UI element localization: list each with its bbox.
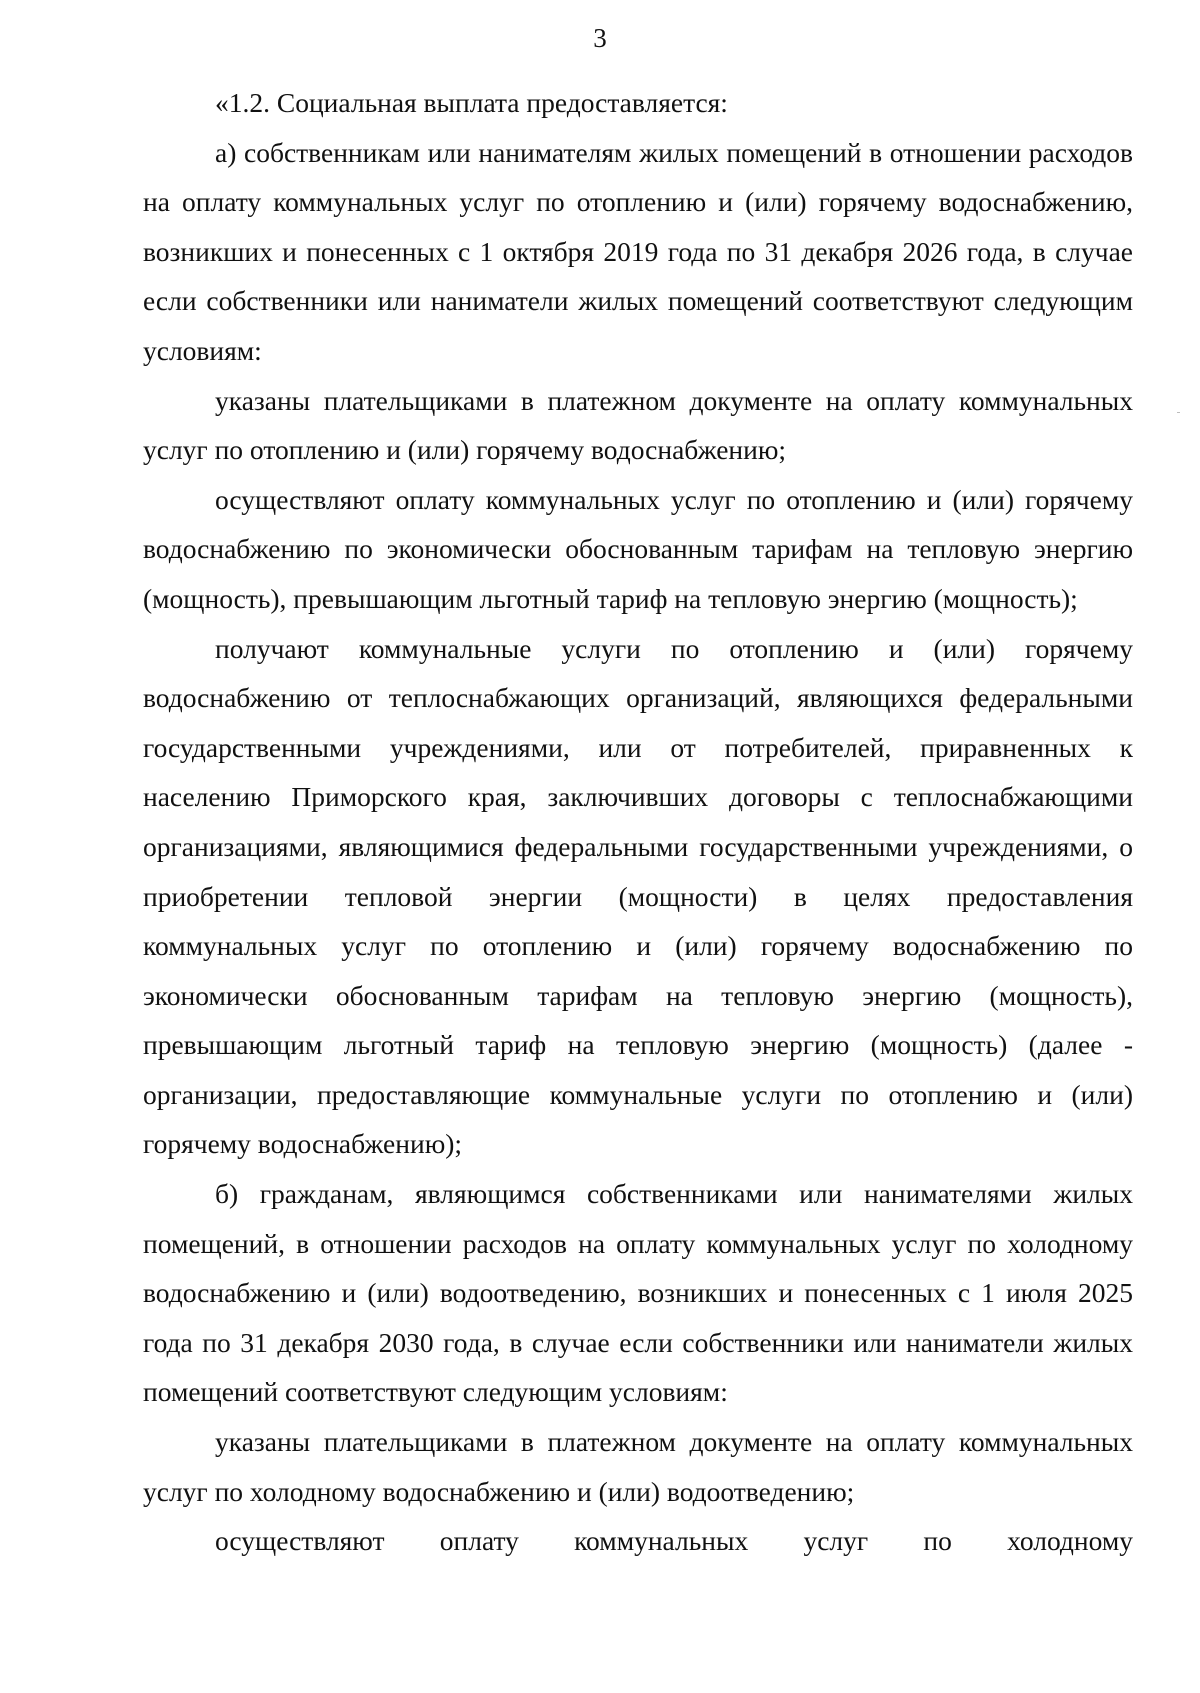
paragraph-condition-payers-heating: указаны плательщиками в платежном документе на оплату коммунальных услуг по отоплению и (или) горячему водоснабжению; [143, 384, 1133, 466]
page-number: 3 [593, 23, 607, 53]
paragraph-condition-federal-organizations: получают коммунальные услуги по отоплению и (или) горячему водоснабжению от теплоснабжающих организаций, являющихся федеральными государственными учреждениями, или от потребителей, приравненных к населению Приморского края, заключивших договоры с теплоснабжающими организациями, являющимися федеральными государственными учреждениями, о приобретении тепловой энергии (мощности) в целях предоставления коммунальных услуг по отоплению и (или) горячему водоснабжению по экономически обоснованным тарифам на тепловую энергию (мощность), превышающим льготный тариф на тепловую энергию (мощность) (далее - организации, предоставляющие коммунальные услуги по отоплению и (или) горячему водоснабжению); [143, 632, 1133, 1160]
paragraph-condition-payers-water: указаны плательщиками в платежном документе на оплату коммунальных услуг по холодному водоснабжению и (или) водоотведению; [143, 1426, 1133, 1507]
paragraph-condition-tariff-heating: осуществляют оплату коммунальных услуг по отоплению и (или) горячему водоснабжению по экономически обоснованным тарифам на тепловую энергию (мощность), превышающим льготный тариф на тепловую энергию (мощность); [143, 483, 1133, 614]
paragraph-clause-heading: «1.2. Социальная выплата предоставляется: [215, 87, 728, 118]
paragraph-subclause-b: б) гражданам, являющимся собственниками или нанимателями жилых помещений, в отношении расходов на оплату коммунальных услуг по холодному водоснабжению и (или) водоотведению, возникших и понесенных с 1 июля 2025 года по 31 декабря 2030 года, в случае если собственники или наниматели жилых помещений соответствуют следующим условиям: [143, 1178, 1133, 1408]
paragraph-condition-tariff-water: осуществляют оплату коммунальных услуг по холодному [215, 1525, 1133, 1557]
paragraph-subclause-a: а) собственникам или нанимателям жилых помещений в отношении расходов на оплату коммунальных услуг по отоплению и (или) горячему водоснабжению, возникших и понесенных с 1 октября 2019 года по 31 декабря 2026 года, в случае если собственники или наниматели жилых помещений соответствуют следующим условиям: [143, 136, 1133, 366]
document-body [143, 78, 1133, 1566]
scan-artifact [1177, 412, 1180, 413]
